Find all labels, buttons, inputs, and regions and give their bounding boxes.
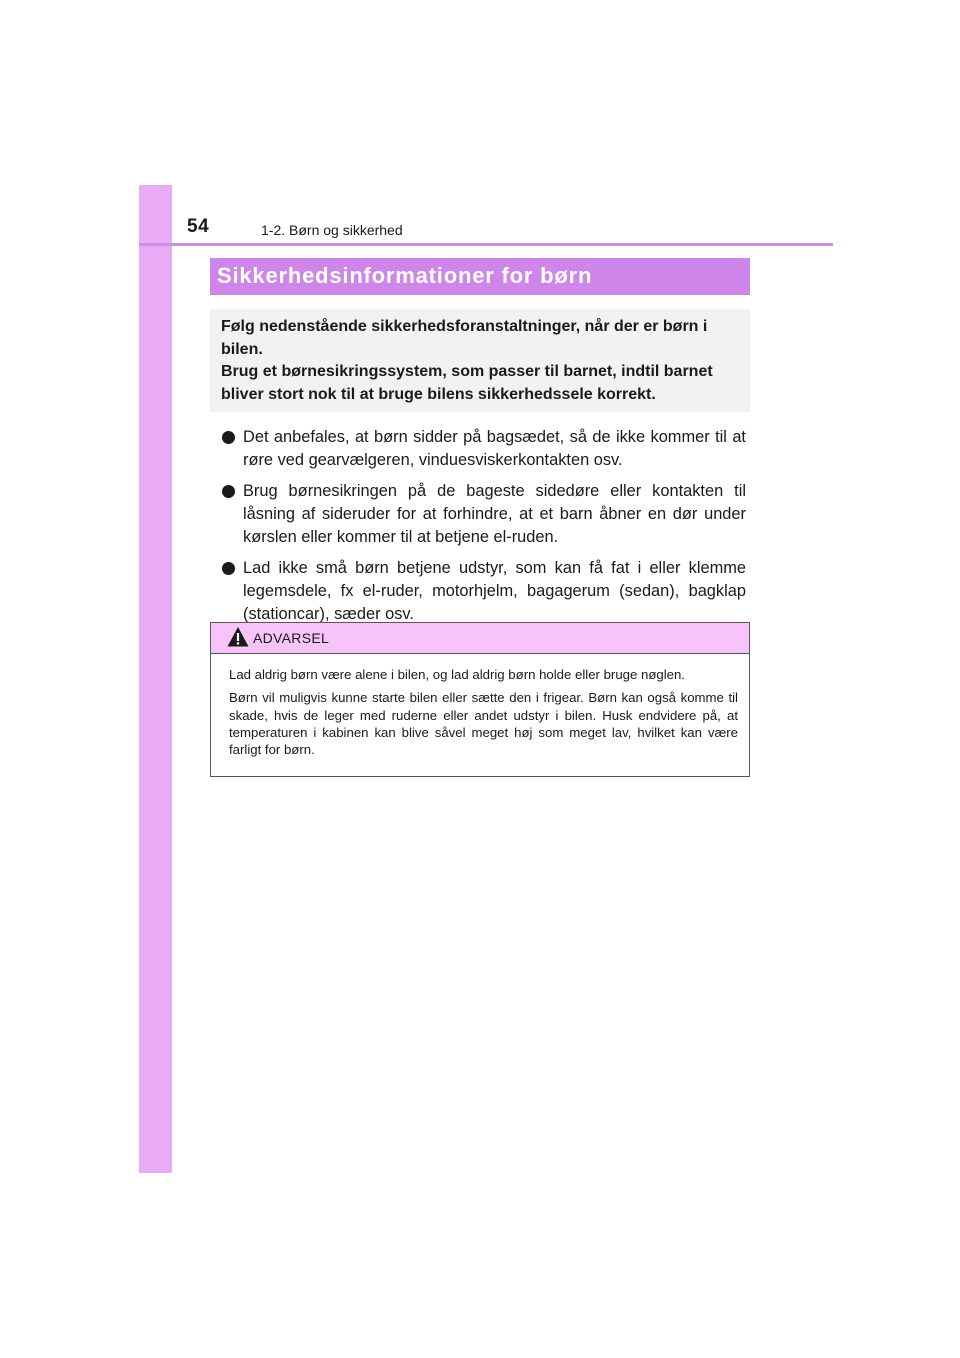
intro-line: bliver stort nok til at bruge bilens sikkerhedssele korrekt. bbox=[221, 385, 656, 403]
bullet-icon bbox=[222, 431, 235, 444]
intro-line: Følg nedenstående sikkerhedsforanstaltninger, når der er børn i bbox=[221, 318, 708, 335]
warning-header bbox=[211, 623, 749, 654]
warning-body bbox=[211, 654, 749, 758]
bullet-text: Lad ikke små børn betjene udstyr, som kan få fat i eller klemme legemsdele, fx el-ruder, motorhjelm, bagagerum (sedan), bagklap (stationcar), sæder osv. bbox=[243, 559, 746, 623]
header-divider bbox=[139, 243, 833, 246]
page-number: 54 bbox=[187, 216, 210, 237]
warning-paragraph: Lad aldrig børn være alene i bilen, og lad aldrig børn holde eller bruge nøglen. bbox=[229, 667, 685, 682]
side-tab-strip bbox=[139, 185, 172, 1173]
list-item bbox=[222, 557, 746, 626]
bullet-text: Det anbefales, at børn sidder på bagsædet, så de ikke kommer til at røre ved gearvælgeren, vinduesviskerkontakten osv. bbox=[243, 428, 746, 469]
warning-paragraph: Børn vil muligvis kunne starte bilen eller sætte den i frigear. Børn kan også komme til skade, hvis de leger med ruderne eller andet udstyr i bilen. Husk endvidere på, at temperaturen i kabinen kan blive såvel meget høj som meget lav, hvilket kan være farligt for børn. bbox=[229, 690, 738, 758]
intro-line: Brug et børnesikringssystem, som passer til barnet, indtil barnet bbox=[221, 363, 713, 380]
warning-label: ADVARSEL bbox=[253, 630, 330, 646]
bullet-icon bbox=[222, 562, 235, 575]
section-title: Sikkerhedsinformationer for børn bbox=[217, 263, 593, 288]
warning-box bbox=[210, 622, 750, 777]
list-item bbox=[222, 480, 746, 549]
warning-triangle-icon bbox=[227, 626, 249, 648]
section-title-bar bbox=[210, 258, 750, 295]
bullet-text: Brug børnesikringen på de bageste sidedøre eller kontakten til låsning af sideruder for at forhindre, at et barn åbner en dør under kørslen eller kommer til at betjene el-ruden. bbox=[243, 482, 746, 546]
bullet-icon bbox=[222, 485, 235, 498]
intro-line: bilen. bbox=[221, 340, 263, 358]
list-item bbox=[222, 426, 746, 472]
bullet-list bbox=[222, 426, 746, 634]
section-reference: 1-2. Børn og sikkerhed bbox=[261, 222, 403, 238]
intro-box bbox=[210, 309, 750, 412]
